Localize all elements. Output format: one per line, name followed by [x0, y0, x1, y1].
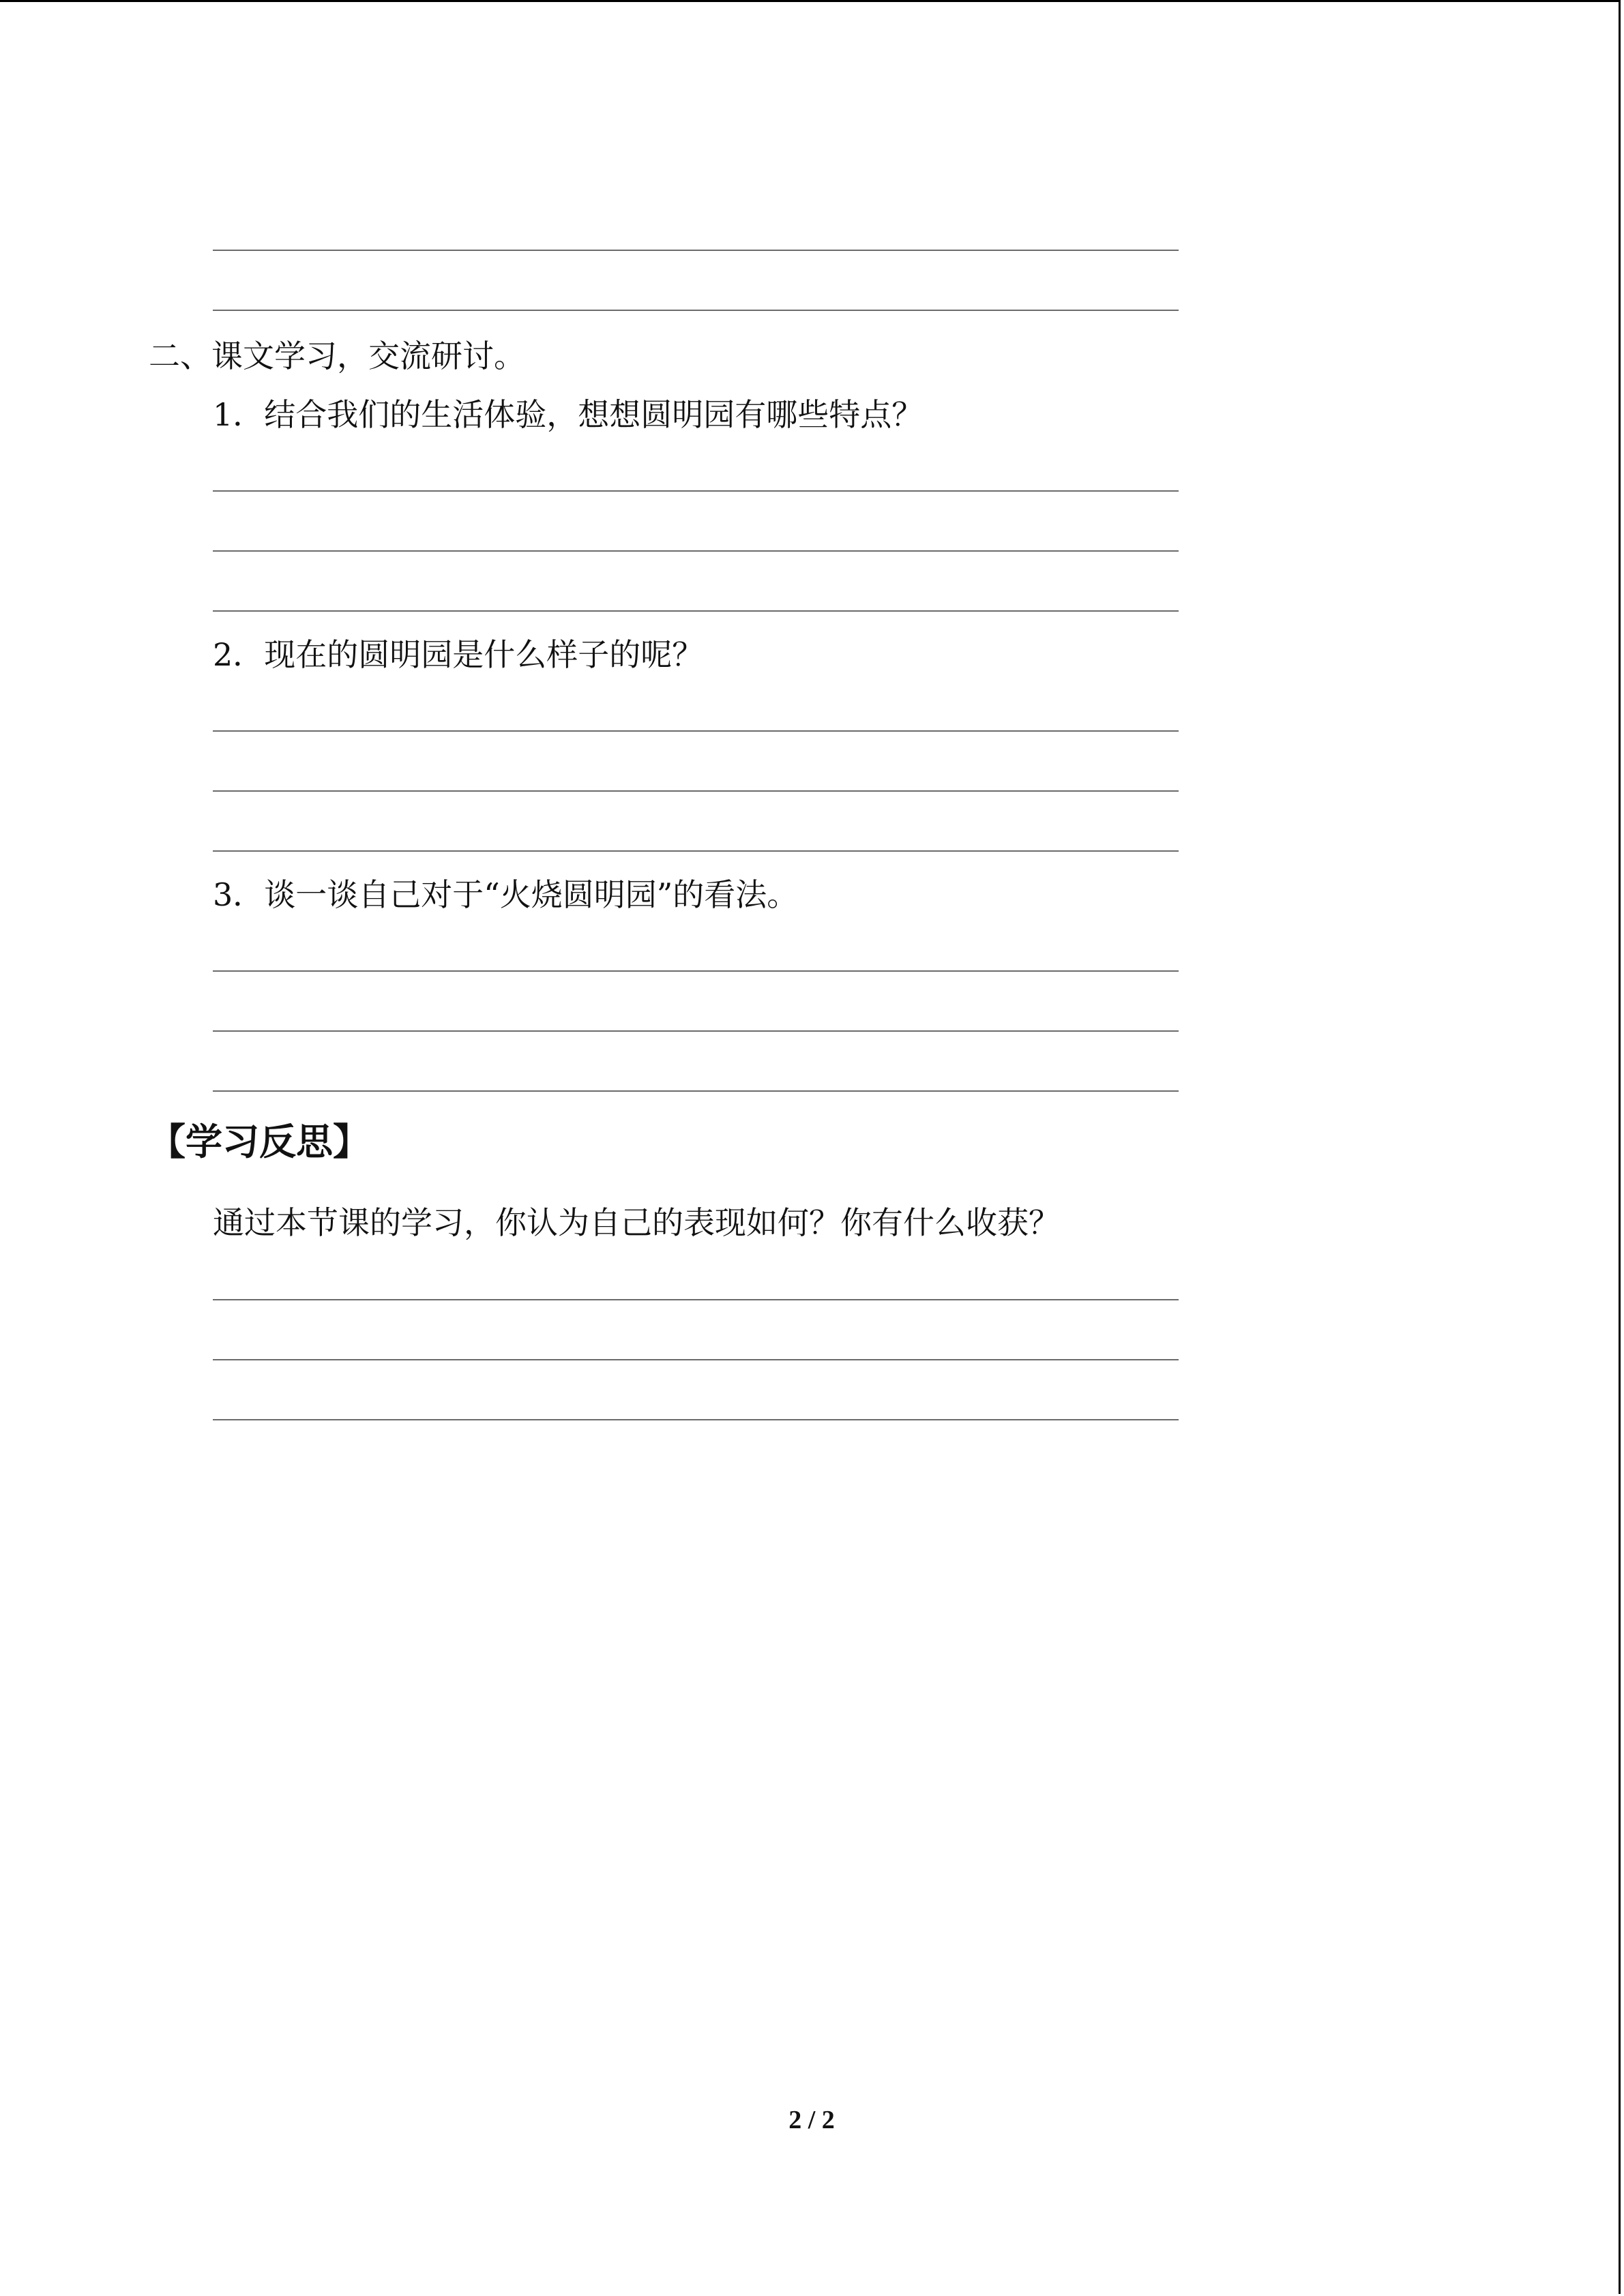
question-3: 3．谈一谈自己对于“火烧圆明园”的看法。 [213, 876, 799, 913]
answer-line[interactable] [213, 610, 1179, 612]
answer-line[interactable] [213, 850, 1179, 852]
reflection-heading: 【学习反思】 [149, 1120, 370, 1163]
reflection-prompt: 通过本节课的学习，你认为自己的表现如何？你有什么收获？ [213, 1204, 1060, 1241]
answer-line[interactable] [213, 1090, 1179, 1092]
answer-line[interactable] [213, 1030, 1179, 1032]
answer-line[interactable] [213, 490, 1179, 492]
answer-line[interactable] [213, 1299, 1179, 1300]
answer-line[interactable] [213, 550, 1179, 552]
answer-line[interactable] [213, 730, 1179, 732]
page-number: 2 / 2 [788, 2106, 835, 2134]
answer-line[interactable] [213, 1359, 1179, 1360]
answer-line[interactable] [213, 310, 1179, 311]
answer-line[interactable] [213, 790, 1179, 792]
question-1: 1．结合我们的生活体验，想想圆明园有哪些特点？ [213, 396, 924, 433]
question-2: 2．现在的圆明园是什么样子的呢？ [213, 636, 704, 673]
answer-line[interactable] [213, 250, 1179, 251]
section-title: 二、课文学习，交流研讨。 [149, 338, 525, 374]
answer-line[interactable] [213, 1419, 1179, 1420]
answer-line[interactable] [213, 970, 1179, 972]
